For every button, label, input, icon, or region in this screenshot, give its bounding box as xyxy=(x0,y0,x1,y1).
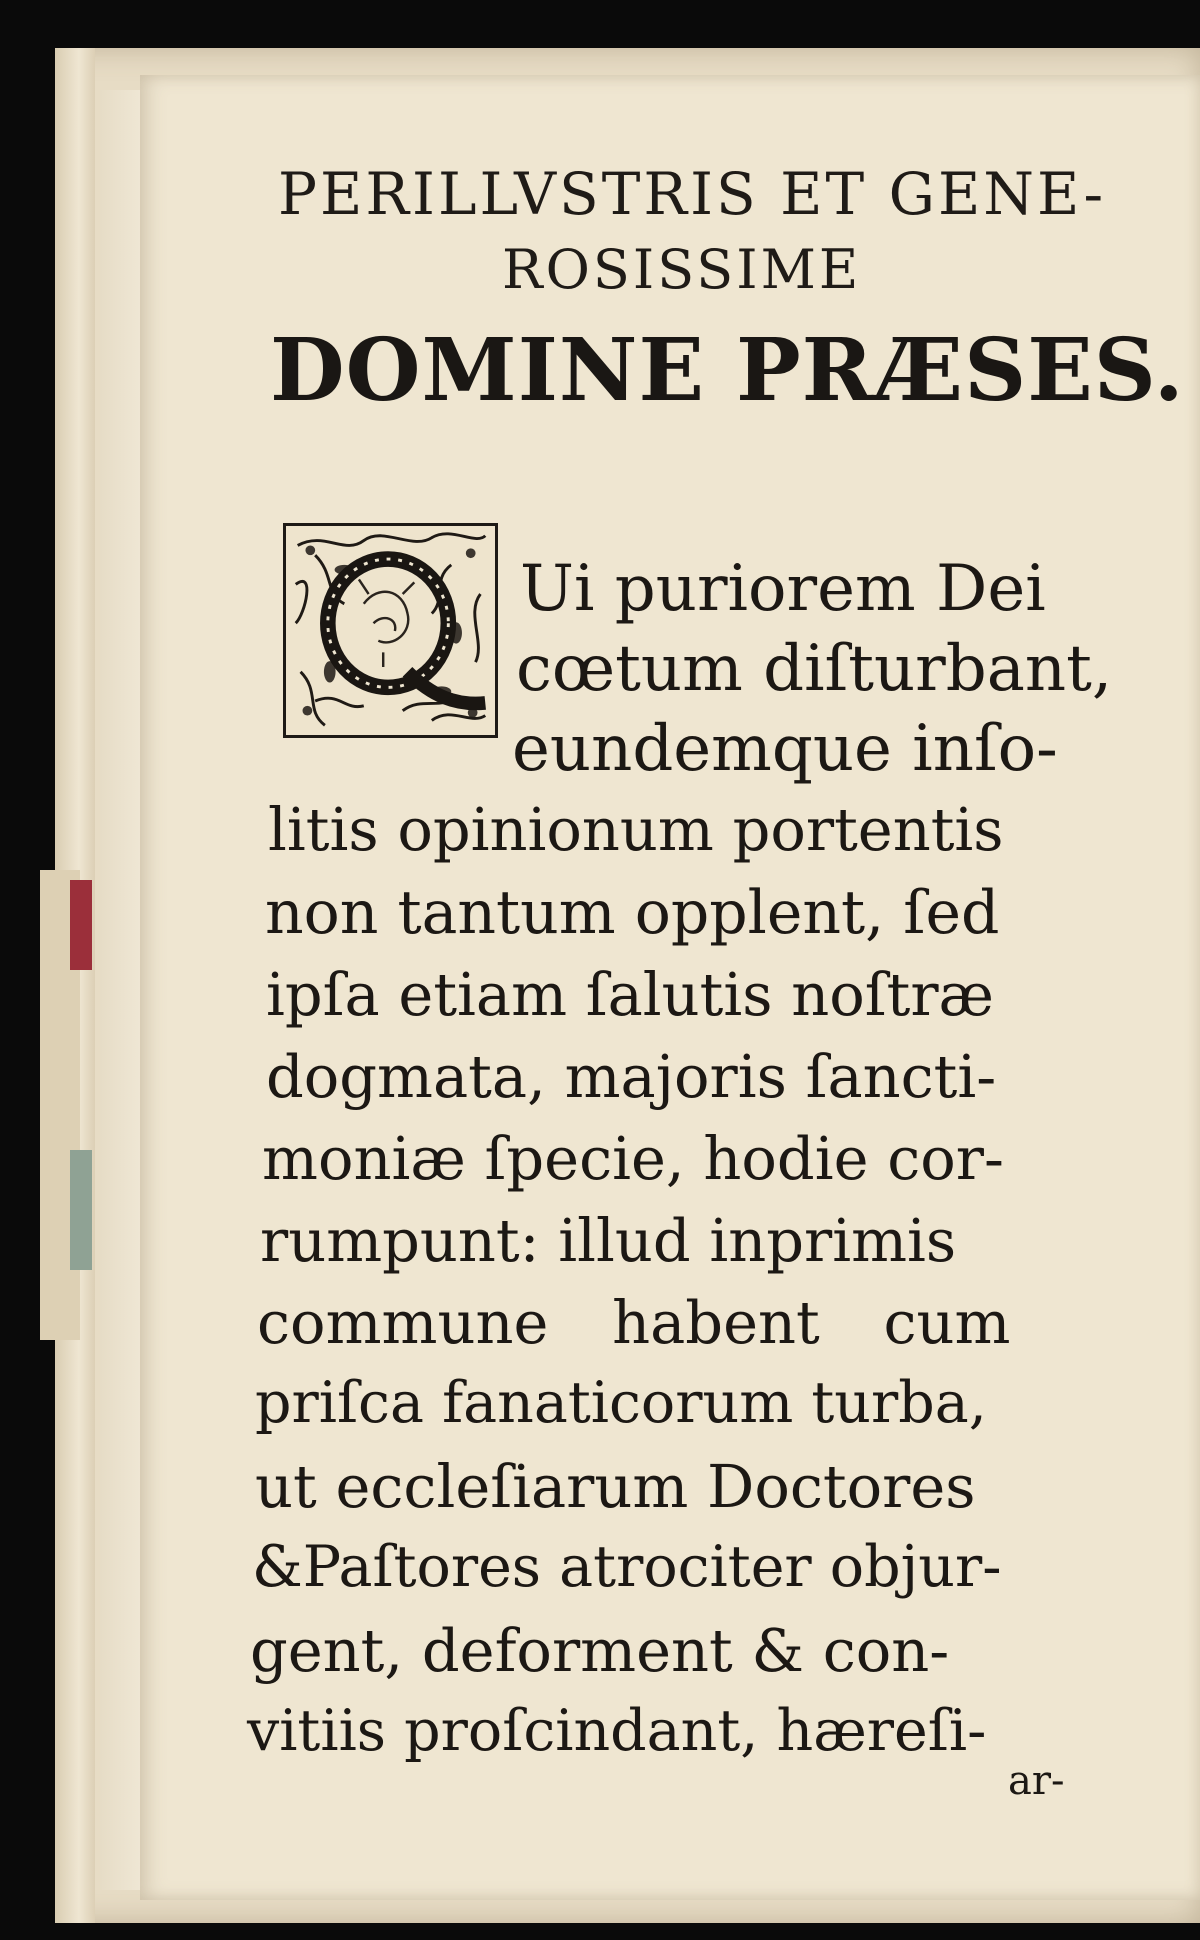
text-line: eundemque inſo- xyxy=(512,712,1058,786)
text-line: ipſa etiam ſalutis noſtræ xyxy=(266,960,994,1029)
ornamental-initial-q-icon xyxy=(283,523,498,738)
catchword: ar- xyxy=(1008,1758,1065,1804)
text-line: rumpunt: illud inprimis xyxy=(260,1206,957,1275)
text-line: &Paſtores atrociter objur- xyxy=(252,1534,1002,1600)
text-line: non tantum opplent, ſed xyxy=(265,878,1000,948)
text-line: dogmata, majoris ſancti- xyxy=(266,1042,997,1111)
text-line: Ui puriorem Dei xyxy=(520,552,1046,626)
red-binding-fragment xyxy=(70,880,92,970)
heading-line-2: ROSISSIME xyxy=(502,238,862,301)
text-line: ut eccleſiarum Doctores xyxy=(255,1452,976,1521)
heading-line-1: PERILLVSTRIS ET GENE- xyxy=(278,160,1107,228)
text-line: gent, deforment & con- xyxy=(250,1616,950,1685)
text-line: litis opinionum portentis xyxy=(268,795,1004,864)
text-line: commune habent cum xyxy=(257,1288,1011,1357)
text-line: cœtum diſturbant, xyxy=(516,632,1113,706)
text-line: priſca fanaticorum turba, xyxy=(255,1370,987,1436)
text-line: vitiis proſcindant, hæreſi- xyxy=(247,1698,987,1764)
ornamental-initial-q-graphic xyxy=(286,526,495,735)
text-line: moniæ ſpecie, hodie cor- xyxy=(262,1124,1004,1193)
page-title: DOMINE PRÆSES. xyxy=(270,320,1185,421)
green-binding-fragment xyxy=(70,1150,92,1270)
